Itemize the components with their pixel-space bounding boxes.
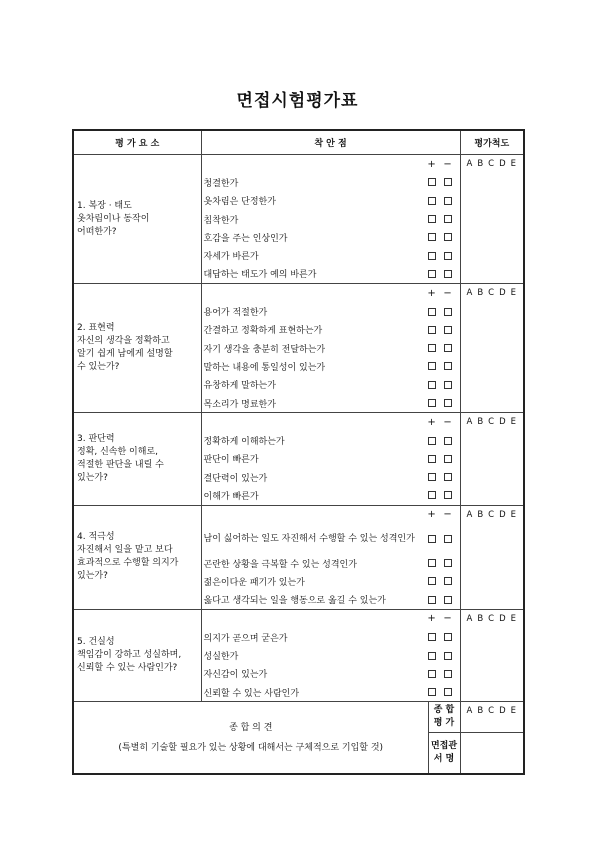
grade-option[interactable]: D — [499, 613, 507, 624]
plus-checkbox[interactable] — [428, 362, 436, 370]
overall-opinion[interactable] — [73, 702, 428, 775]
check-point-row — [202, 246, 460, 264]
plus-checkbox[interactable] — [428, 688, 436, 696]
grade-scale — [460, 413, 524, 505]
plus-minus-row — [202, 155, 460, 173]
grade-scale — [460, 609, 524, 701]
grade-option[interactable]: D — [499, 159, 507, 169]
grade-option[interactable]: B — [477, 417, 485, 428]
minus-symbol: − — [443, 287, 452, 299]
factor-text: 2. 표현력 자신의 생각을 정확하고 알기 쉽게 남에게 설명할 수 있는가? — [77, 323, 173, 373]
check-point-row — [202, 554, 460, 572]
grade-option[interactable]: E — [510, 509, 517, 520]
check-point-label: 옷차림은 단정한가 — [203, 197, 276, 208]
grade-option[interactable]: D — [499, 509, 507, 520]
check-point-row — [202, 173, 460, 191]
plus-checkbox[interactable] — [428, 437, 436, 445]
plus-checkbox[interactable] — [428, 178, 436, 186]
grade-option[interactable]: A — [466, 417, 474, 428]
plus-checkbox[interactable] — [428, 670, 436, 678]
factor-text: 3. 판단력 정확, 신속한 이해로, 적절한 판단을 내릴 수 있는가? — [77, 433, 164, 483]
section-row — [73, 413, 524, 505]
plus-checkbox[interactable] — [428, 344, 436, 352]
check-point-label: 침착한가 — [203, 215, 239, 226]
minus-checkbox[interactable] — [444, 577, 452, 585]
grade-option[interactable]: C — [488, 509, 496, 520]
plus-checkbox[interactable] — [428, 197, 436, 205]
factor-text: 4. 적극성 자진해서 일을 맡고 보다 효과적으로 수행할 의지가 있는가? — [77, 532, 179, 582]
check-point-row — [202, 591, 460, 609]
grade-scale — [460, 505, 524, 609]
plus-checkbox[interactable] — [428, 596, 436, 604]
check-points — [201, 155, 460, 284]
grade-option[interactable]: D — [499, 288, 507, 299]
check-point-row — [202, 339, 460, 357]
check-point-label: 간결하고 정확하게 표현하는가 — [203, 326, 323, 337]
check-point-label: 대답하는 태도가 예의 바른가 — [203, 270, 317, 281]
plus-minus-row — [202, 284, 460, 302]
minus-checkbox[interactable] — [444, 270, 452, 278]
minus-checkbox[interactable] — [444, 559, 452, 567]
plus-checkbox[interactable] — [428, 473, 436, 481]
check-point-row — [202, 628, 460, 646]
check-points — [201, 609, 460, 701]
minus-checkbox[interactable] — [444, 344, 452, 352]
minus-symbol: − — [443, 158, 452, 170]
plus-symbol: + — [427, 416, 436, 428]
check-point-row — [202, 192, 460, 210]
plus-symbol: + — [427, 613, 436, 625]
check-point-row — [202, 357, 460, 375]
check-point-row — [202, 265, 460, 283]
interviewer-sign-field[interactable] — [460, 733, 524, 775]
section-row — [73, 155, 524, 284]
check-point-label: 의지가 곧으며 굳은가 — [203, 633, 288, 644]
plus-minus-row — [202, 610, 460, 628]
grade-option[interactable]: C — [488, 613, 496, 624]
plus-minus-row — [202, 506, 460, 524]
minus-checkbox[interactable] — [444, 437, 452, 445]
grade-option[interactable]: A — [466, 613, 474, 624]
minus-checkbox[interactable] — [444, 381, 452, 389]
minus-checkbox[interactable] — [444, 688, 452, 696]
check-point-label: 목소리가 명료한가 — [203, 399, 276, 410]
plus-checkbox[interactable] — [428, 215, 436, 223]
header-scale: 평가척도 — [460, 130, 524, 155]
minus-checkbox[interactable] — [444, 473, 452, 481]
check-point-label: 젊은이다운 패기가 있는가 — [203, 577, 305, 588]
grade-option[interactable]: C — [488, 288, 496, 299]
plus-checkbox[interactable] — [428, 577, 436, 585]
factor-text: 1. 복장 · 태도 옷차림이나 동작이 어떠한가? — [77, 200, 150, 237]
grade-option[interactable]: E — [510, 159, 517, 169]
plus-checkbox[interactable] — [428, 633, 436, 641]
grade-option[interactable]: C — [488, 417, 496, 428]
minus-checkbox[interactable] — [444, 326, 452, 334]
minus-symbol: − — [443, 509, 452, 521]
check-points — [201, 413, 460, 505]
check-point-label: 곤란한 상황을 극복할 수 있는 성격인가 — [203, 559, 357, 570]
minus-checkbox[interactable] — [444, 308, 452, 316]
plus-symbol: + — [427, 509, 436, 521]
overall-opinion-note: (특별히 기술할 필요가 있는 상황에 대해서는 구체적으로 기입할 것) — [118, 742, 384, 753]
plus-checkbox[interactable] — [428, 252, 436, 260]
grade-option[interactable]: C — [488, 159, 496, 169]
plus-checkbox[interactable] — [428, 535, 436, 543]
overall-grade-label: 종 합 평 가 — [428, 702, 460, 733]
evaluation-factor — [73, 284, 201, 413]
check-point-label: 성실한가 — [203, 652, 239, 663]
minus-checkbox[interactable] — [444, 197, 452, 205]
check-point-row — [202, 210, 460, 228]
grade-option[interactable]: E — [510, 288, 517, 299]
check-point-row — [202, 450, 460, 468]
plus-checkbox[interactable] — [428, 455, 436, 463]
overall-grade-scale — [460, 702, 524, 733]
check-point-row — [202, 431, 460, 449]
plus-checkbox[interactable] — [428, 559, 436, 567]
minus-checkbox[interactable] — [444, 215, 452, 223]
check-point-row — [202, 524, 460, 554]
minus-checkbox[interactable] — [444, 399, 452, 407]
check-point-row — [202, 486, 460, 504]
grade-scale — [460, 155, 524, 284]
plus-minus-row — [202, 413, 460, 431]
check-point-row — [202, 394, 460, 412]
grade-option[interactable]: A — [466, 509, 474, 520]
check-point-label: 용어가 적절한가 — [203, 308, 268, 319]
evaluation-factor — [73, 155, 201, 284]
check-point-row — [202, 376, 460, 394]
header-factor: 평 가 요 소 — [73, 130, 201, 155]
factor-text: 5. 건실성 책임감이 강하고 성실하며, 신뢰할 수 있는 사람인가? — [77, 637, 182, 674]
minus-checkbox[interactable] — [444, 535, 452, 543]
minus-symbol: − — [443, 613, 452, 625]
grade-option[interactable]: E — [510, 613, 517, 624]
check-point-label: 청결한가 — [203, 178, 239, 189]
check-point-row — [202, 572, 460, 590]
section-row — [73, 505, 524, 609]
section-row — [73, 284, 524, 413]
grade-option[interactable]: A — [466, 706, 474, 717]
plus-checkbox[interactable] — [428, 491, 436, 499]
plus-checkbox[interactable] — [428, 652, 436, 660]
check-point-label: 유창하게 말하는가 — [203, 381, 276, 392]
evaluation-factor — [73, 413, 201, 505]
minus-checkbox[interactable] — [444, 233, 452, 241]
check-point-row — [202, 665, 460, 683]
evaluation-table — [72, 129, 525, 775]
check-point-label: 호감을 주는 인상인가 — [203, 233, 288, 244]
check-point-label: 결단력이 있는가 — [203, 473, 268, 484]
section-row — [73, 609, 524, 701]
plus-checkbox[interactable] — [428, 326, 436, 334]
interviewer-sign-label: 면접관 서 명 — [428, 733, 460, 775]
plus-checkbox[interactable] — [428, 399, 436, 407]
minus-checkbox[interactable] — [444, 670, 452, 678]
check-point-label: 이해가 빠른가 — [203, 491, 259, 502]
minus-symbol: − — [443, 416, 452, 428]
check-point-row — [202, 302, 460, 320]
grade-option[interactable]: C — [488, 706, 496, 717]
grade-option[interactable]: E — [510, 706, 517, 717]
plus-checkbox[interactable] — [428, 233, 436, 241]
grade-option[interactable]: B — [477, 509, 485, 520]
check-point-label: 옳다고 생각되는 일을 행동으로 옮길 수 있는가 — [203, 596, 386, 607]
check-point-label: 자신감이 있는가 — [203, 670, 268, 681]
minus-checkbox[interactable] — [444, 178, 452, 186]
summary-row — [73, 702, 524, 733]
check-point-label: 판단이 빠른가 — [203, 455, 259, 466]
minus-checkbox[interactable] — [444, 652, 452, 660]
grade-scale — [460, 284, 524, 413]
check-point-label: 자기 생각을 충분히 전달하는가 — [203, 344, 326, 355]
check-point-row — [202, 646, 460, 664]
evaluation-factor — [73, 505, 201, 609]
check-point-label: 정확하게 이해하는가 — [203, 437, 285, 448]
grade-option[interactable]: B — [477, 159, 485, 169]
check-point-row — [202, 468, 460, 486]
check-point-label: 남이 싫어하는 일도 자진해서 수행할 수 있는 성격인가 — [203, 533, 415, 544]
page-title: 면접시험평가표 — [236, 91, 359, 111]
check-point-row — [202, 683, 460, 701]
minus-checkbox[interactable] — [444, 362, 452, 370]
grade-option[interactable]: B — [477, 613, 485, 624]
minus-checkbox[interactable] — [444, 633, 452, 641]
check-point-label: 자세가 바른가 — [203, 252, 259, 263]
plus-symbol: + — [427, 158, 436, 170]
grade-option[interactable]: A — [466, 159, 474, 169]
minus-checkbox[interactable] — [444, 491, 452, 499]
grade-option[interactable]: B — [477, 706, 485, 717]
table-header-row — [73, 130, 524, 155]
check-points — [201, 505, 460, 609]
check-point-label: 말하는 내용에 통일성이 있는가 — [203, 362, 326, 373]
grade-option[interactable]: A — [466, 288, 474, 299]
check-point-row — [202, 228, 460, 246]
grade-option[interactable]: B — [477, 288, 485, 299]
check-points — [201, 284, 460, 413]
grade-option[interactable]: D — [499, 417, 507, 428]
check-point-label: 신뢰할 수 있는 사람인가 — [203, 688, 300, 699]
minus-checkbox[interactable] — [444, 596, 452, 604]
plus-checkbox[interactable] — [428, 270, 436, 278]
grade-option[interactable]: E — [510, 417, 517, 428]
plus-symbol: + — [427, 287, 436, 299]
header-points: 착 안 점 — [201, 130, 460, 155]
evaluation-factor — [73, 609, 201, 701]
minus-checkbox[interactable] — [444, 455, 452, 463]
plus-checkbox[interactable] — [428, 381, 436, 389]
plus-checkbox[interactable] — [428, 308, 436, 316]
grade-option[interactable]: D — [499, 706, 507, 717]
overall-opinion-label: 종 합 의 견 — [229, 722, 273, 733]
check-point-row — [202, 321, 460, 339]
minus-checkbox[interactable] — [444, 252, 452, 260]
